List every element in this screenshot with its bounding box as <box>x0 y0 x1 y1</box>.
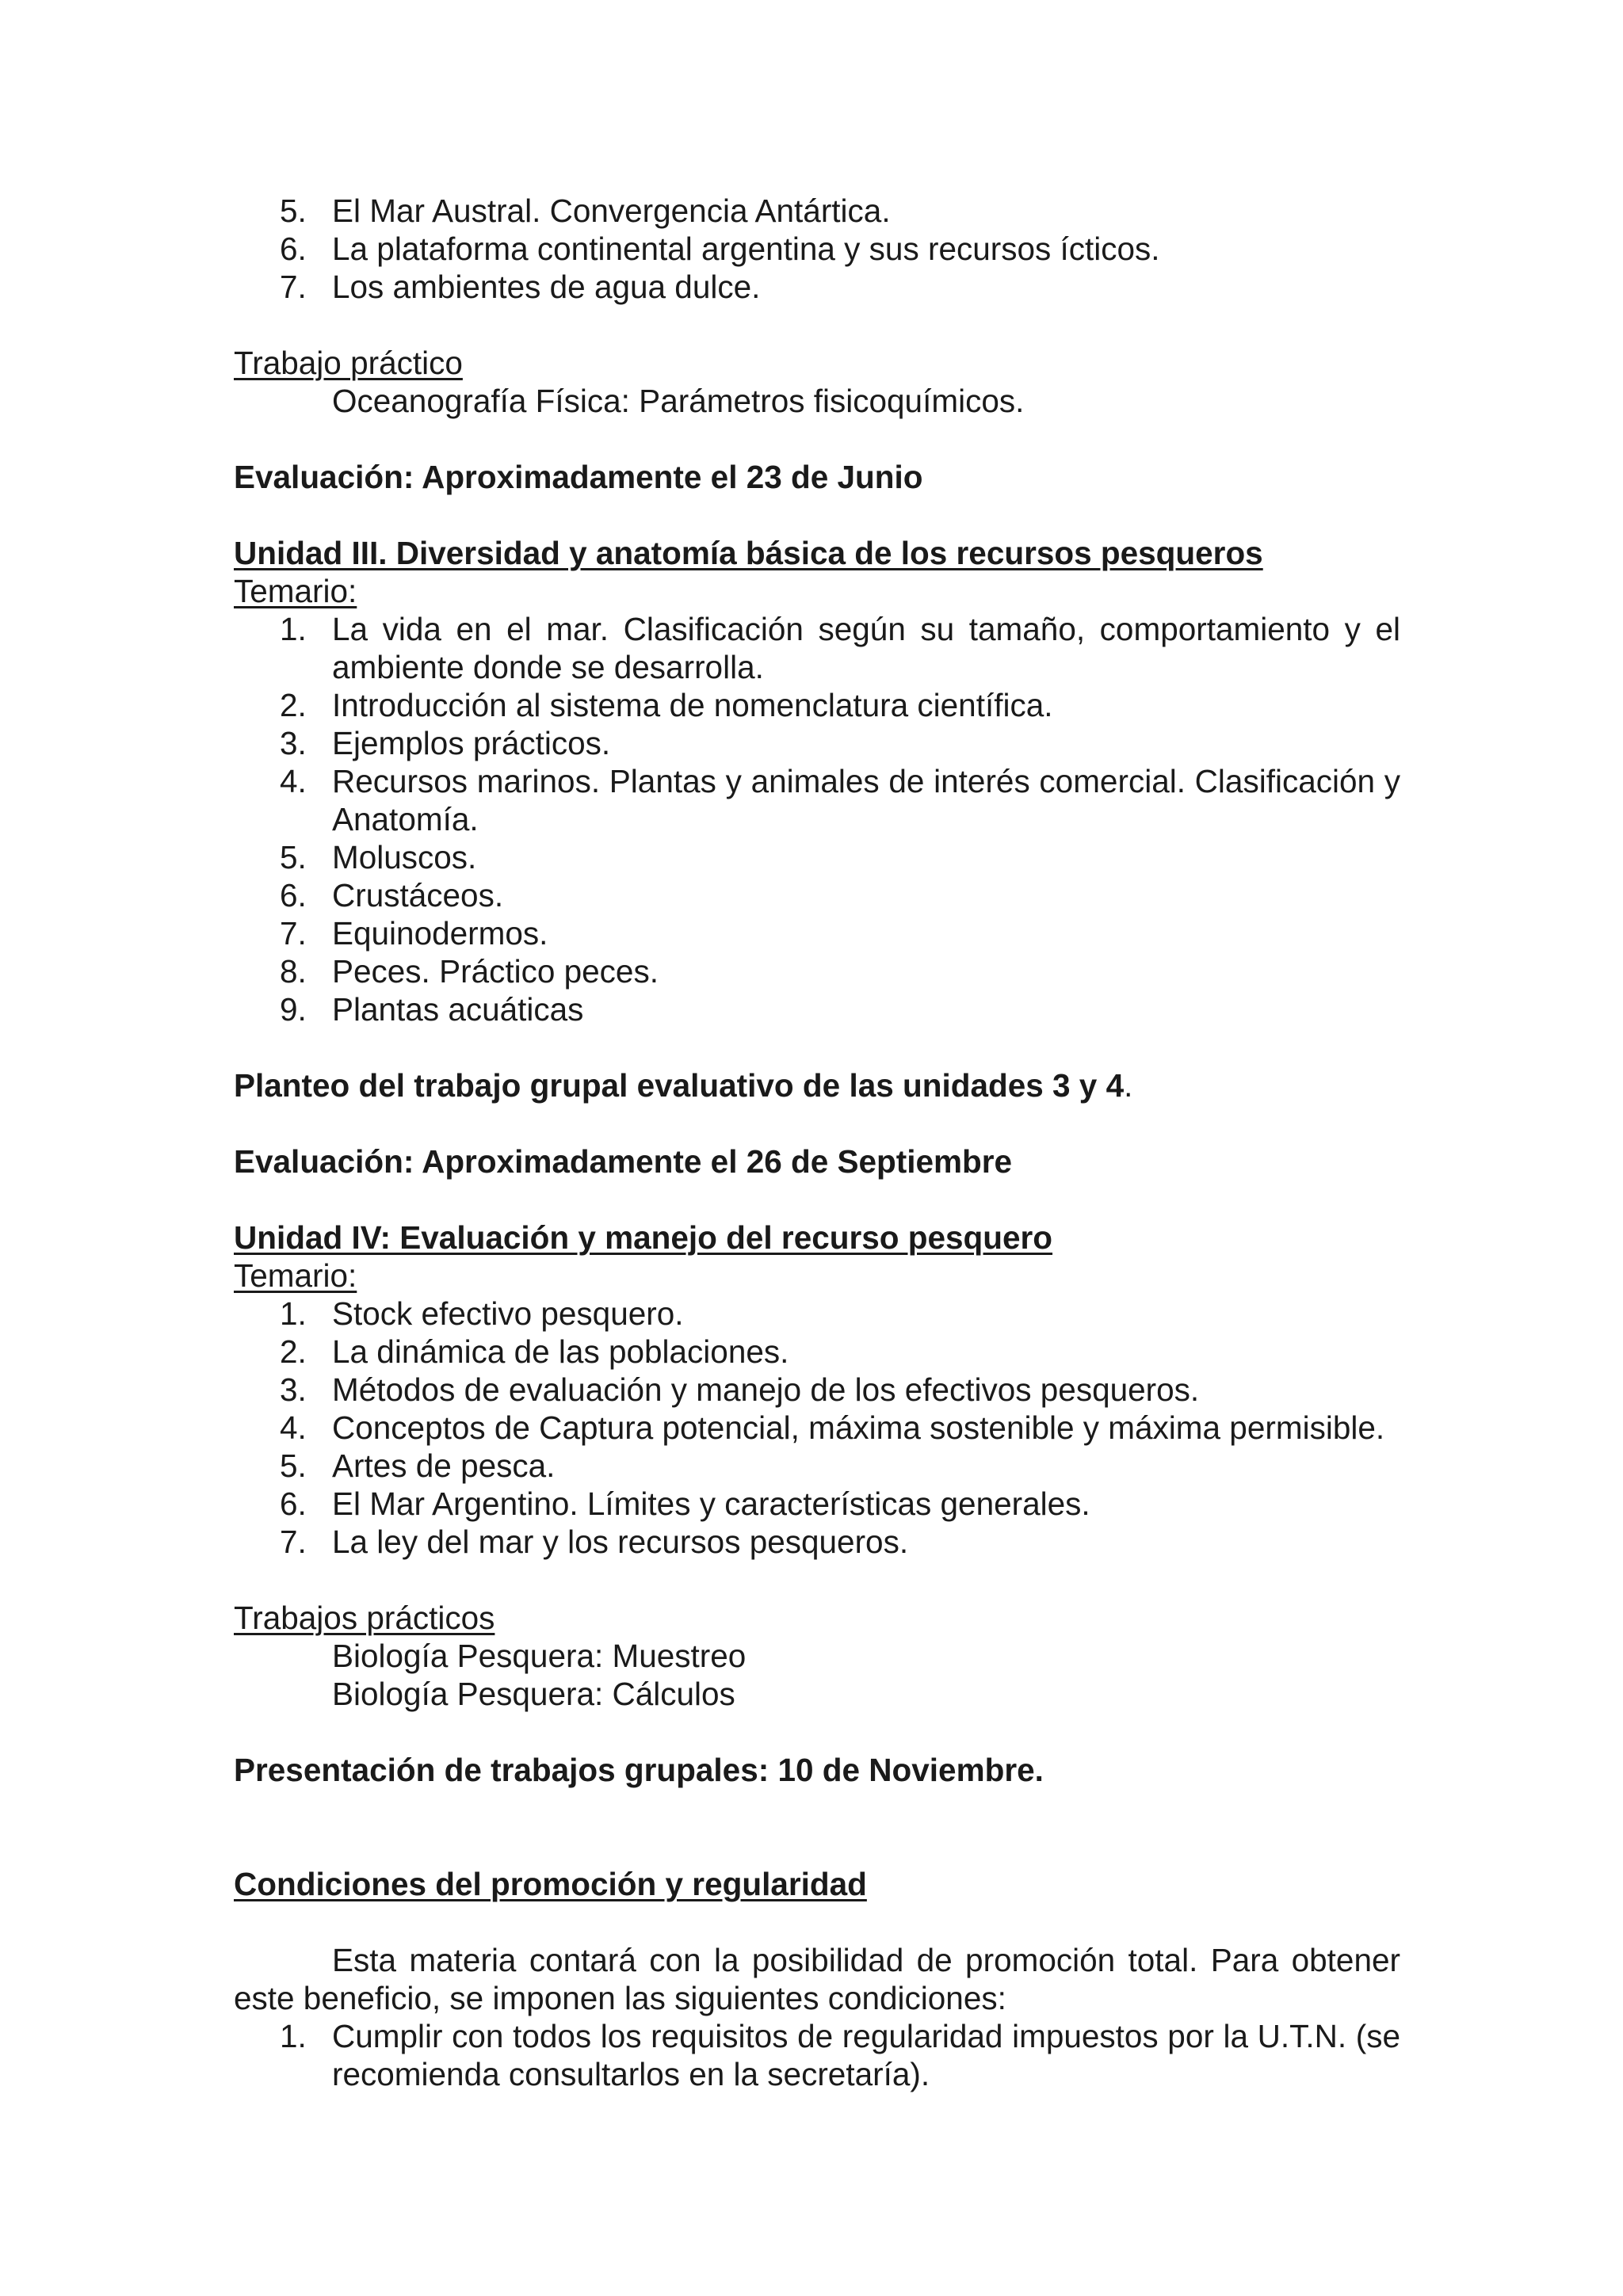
list-item: 7. Los ambientes de agua dulce. <box>280 269 761 305</box>
unit4-title: Unidad IV: Evaluación y manejo del recurso pesquero <box>234 1219 1053 1256</box>
list-item: 1. Cumplir con todos los requisitos de regularidad impuestos por la U.T.N. (se recomienda consultarlos en la secretaría). <box>280 2018 1400 2092</box>
list-item: 3. Ejemplos prácticos. <box>280 725 611 761</box>
list-item: 4. Recursos marinos. Plantas y animales de interés comercial. Clasificación y Anatomía. <box>280 763 1400 837</box>
list-item: 5. Moluscos. <box>280 839 477 875</box>
evaluation-2: Evaluación: Aproximadamente el 26 de Septiembre <box>234 1143 1013 1180</box>
list-item: 7. Equinodermos. <box>280 915 548 952</box>
list-item: 5. El Mar Austral. Convergencia Antártica. <box>280 193 891 229</box>
unit3-topic-list <box>234 610 1400 1028</box>
list-item: 3. Métodos de evaluación y manejo de los efectivos pesqueros. <box>280 1371 1200 1408</box>
tp1-heading: Trabajo práctico <box>234 345 463 381</box>
prev-topic-list <box>234 192 1400 306</box>
list-item: 5. Artes de pesca. <box>280 1447 556 1484</box>
unit3-title: Unidad III. Diversidad y anatomía básica de los recursos pesqueros <box>234 535 1263 571</box>
tp1-item: Oceanografía Física: Parámetros fisicoquímicos. <box>332 383 1025 419</box>
unit4-topic-list <box>234 1295 1400 1561</box>
planteo-line: Planteo del trabajo grupal evaluativo de las unidades 3 y 4. <box>234 1067 1133 1104</box>
evaluation-1: Evaluación: Aproximadamente el 23 de Junio <box>234 459 923 495</box>
list-item: 1. La vida en el mar. Clasificación según su tamaño, comportamiento y el ambiente donde se desarrolla. <box>280 611 1400 685</box>
conditions-title: Condiciones del promoción y regularidad <box>234 1866 867 1902</box>
conditions-list <box>234 2017 1400 2093</box>
conditions-intro: Esta materia contará con la posibilidad de promoción total. Para obtener este beneficio, se imponen las siguientes condiciones: <box>234 1942 1400 2016</box>
list-item: 7. La ley del mar y los recursos pesqueros. <box>280 1524 909 1560</box>
list-item: 4. Conceptos de Captura potencial, máxima sostenible y máxima permisible. <box>280 1409 1385 1446</box>
unit3-temario-label: Temario: <box>234 573 357 609</box>
list-item: 2. Introducción al sistema de nomenclatura científica. <box>280 687 1053 723</box>
document-page <box>234 192 1400 2093</box>
list-item: 6. El Mar Argentino. Límites y características generales. <box>280 1486 1090 1522</box>
list-item: 8. Peces. Práctico peces. <box>280 953 659 990</box>
tp2-heading: Trabajos prácticos <box>234 1600 495 1636</box>
list-item: 9. Plantas acuáticas <box>280 991 584 1028</box>
unit4-temario-label: Temario: <box>234 1257 357 1294</box>
list-item: 6. La plataforma continental argentina y sus recursos ícticos. <box>280 231 1160 267</box>
presentation-date: Presentación de trabajos grupales: 10 de Noviembre. <box>234 1752 1044 1788</box>
tp2-item: Biología Pesquera: Cálculos <box>332 1676 735 1712</box>
list-item: 1. Stock efectivo pesquero. <box>280 1295 684 1332</box>
list-item: 2. La dinámica de las poblaciones. <box>280 1333 789 1370</box>
tp2-item: Biología Pesquera: Muestreo <box>332 1638 747 1674</box>
list-item: 6. Crustáceos. <box>280 877 504 913</box>
